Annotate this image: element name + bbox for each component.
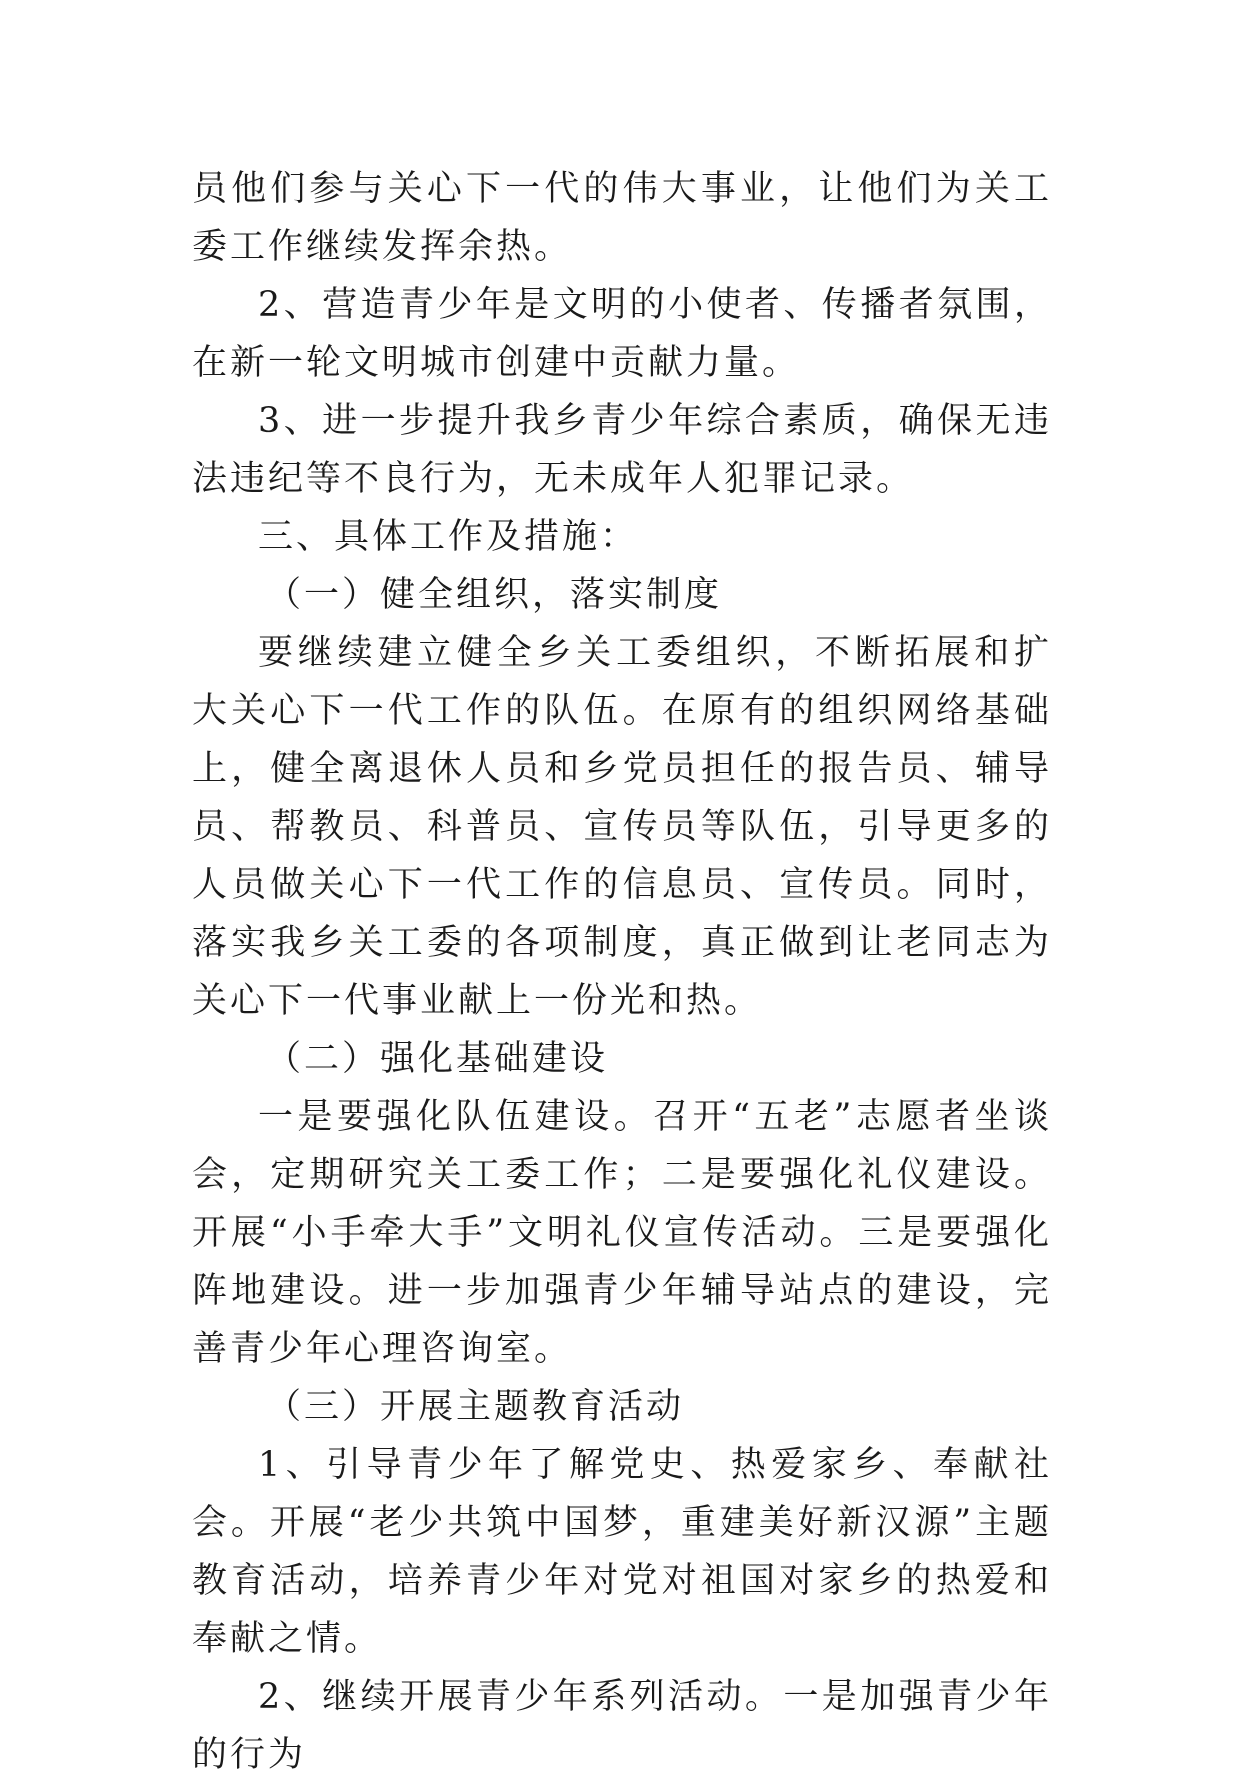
- subheading-1: （一）健全组织，落实制度: [266, 575, 723, 615]
- paragraph-activity-1: 1、引导青少年了解党史、热爱家乡、奉献社会。开展“老少共筑中国梦，重建美好新汉源”主题教育活动，培养青少年对党对祖国对家乡的热爱和奉献之情。: [192, 1445, 1052, 1659]
- paragraph-organization: 要继续建立健全乡关工委组织，不断拓展和扩大关心下一代工作的队伍。在原有的组织网络基础上，健全离退休人员和乡党员担任的报告员、辅导员、帮教员、科普员、宣传员等队伍，引导更多的人员做关心下一代工作的信息员、宣传员。同时，落实我乡关工委的各项制度，真正做到让老同志为关心下一代事业献上一份光和热。: [192, 633, 1052, 1021]
- paragraph-continuation: 员他们参与关心下一代的伟大事业，让他们为关工委工作继续发挥余热。: [192, 169, 1052, 267]
- paragraph-activity-2: 2、继续开展青少年系列活动。一是加强青少年的行为: [192, 1677, 1052, 1775]
- subheading-2: （二）强化基础建设: [266, 1039, 609, 1079]
- document-body: [192, 160, 1052, 1784]
- paragraph-goal-3: 3、进一步提升我乡青少年综合素质，确保无违法违纪等不良行为，无未成年人犯罪记录。: [192, 401, 1052, 499]
- section-heading-3: 三、具体工作及措施：: [258, 517, 639, 557]
- paragraph-infrastructure: 一是要强化队伍建设。召开“五老”志愿者坐谈会，定期研究关工委工作；二是要强化礼仪建设。开展“小手牵大手”文明礼仪宣传活动。三是要强化阵地建设。进一步加强青少年辅导站点的建设，完善青少年心理咨询室。: [192, 1097, 1052, 1369]
- subheading-3: （三）开展主题教育活动: [266, 1387, 685, 1427]
- paragraph-goal-2: 2、营造青少年是文明的小使者、传播者氛围，在新一轮文明城市创建中贡献力量。: [192, 285, 1052, 383]
